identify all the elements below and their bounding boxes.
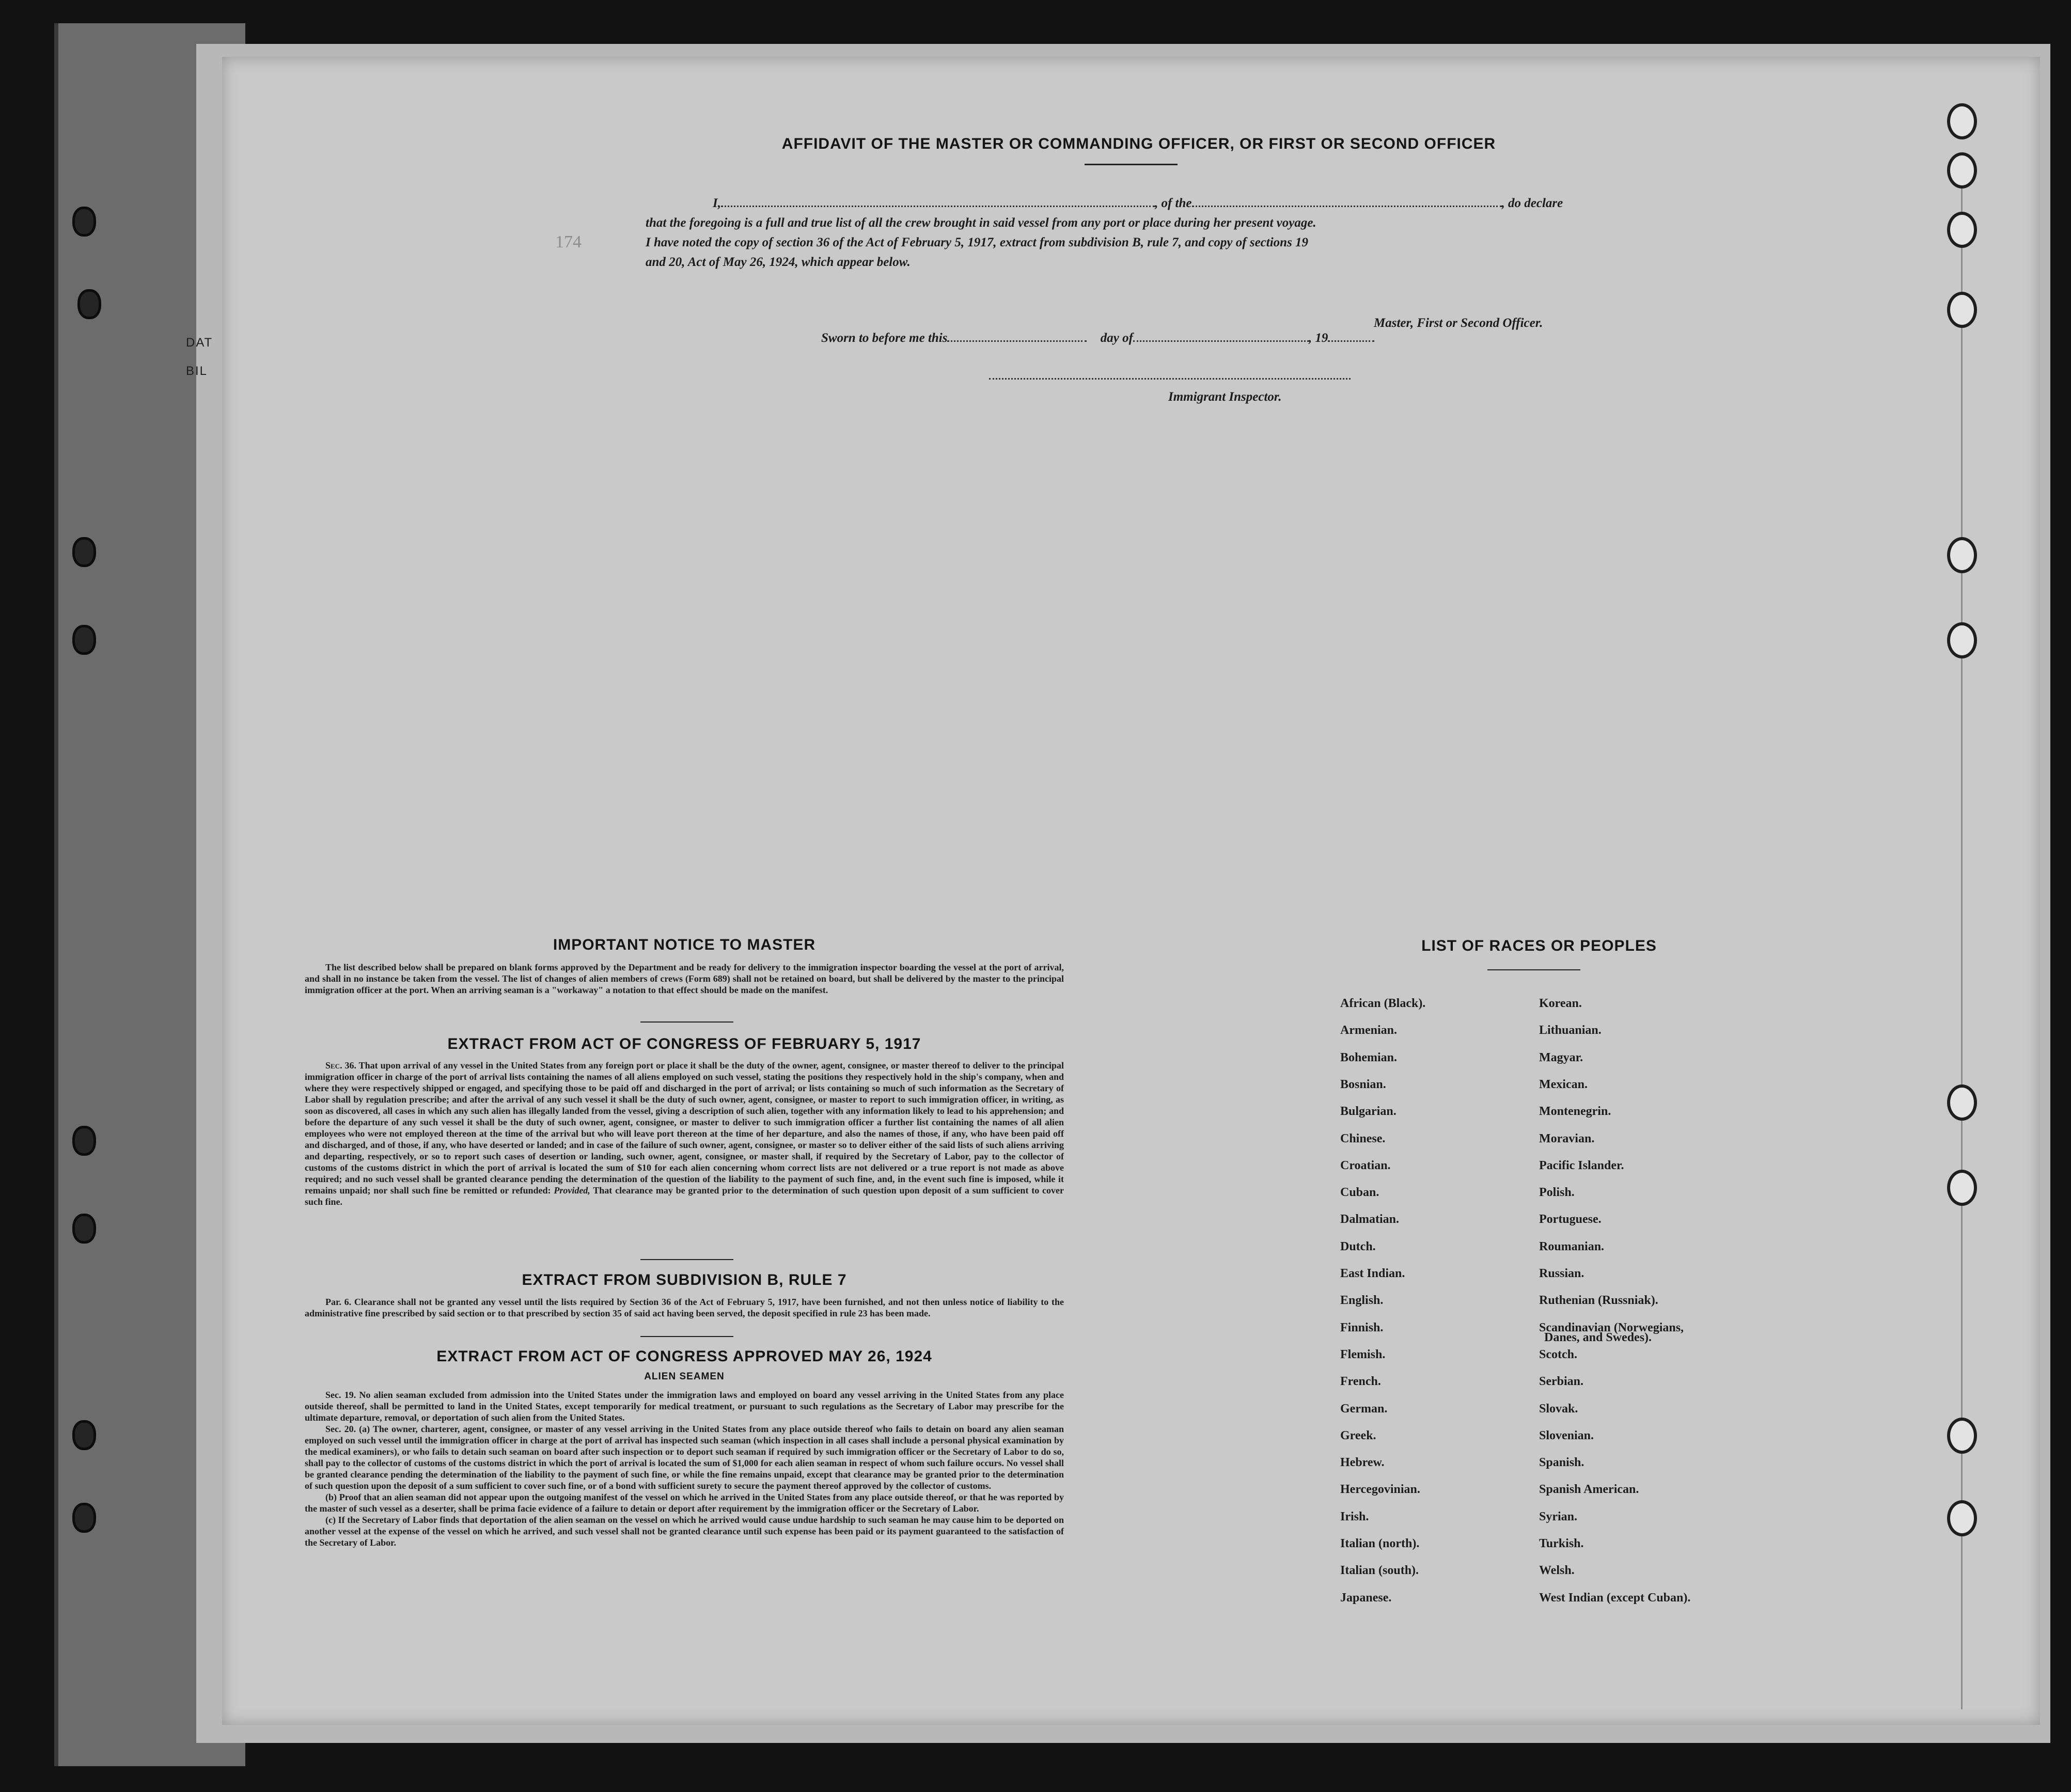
section-rule xyxy=(640,1259,733,1260)
race-item: Bohemian. xyxy=(1340,1051,1398,1064)
of-the-label: , of the xyxy=(1154,196,1192,210)
punch-hole xyxy=(1947,622,1977,658)
binder-clip xyxy=(72,625,96,655)
binder-clip xyxy=(72,537,96,567)
race-item: African (Black). xyxy=(1340,997,1426,1010)
alien-seamen-subtitle: ALIEN SEAMEN xyxy=(644,1371,725,1382)
race-item: Polish. xyxy=(1539,1186,1575,1199)
race-item: French. xyxy=(1340,1375,1381,1388)
sec20a-paragraph: Sec. 20. (a) The owner, charterer, agent, consignee, or master of any vessel arriving in the United States from any place outside thereof who fails to detain on board any alien seaman employed on such vessel until the immigration officer in charge at the port of arrival has inspected such seaman (which inspection in all cases shall include a personal physical examination by the medical examiners), or who fails to detain such seaman on board after such inspection or to deport such seaman if required by such immigration officer or the Secretary of Labor to do so, shall pay to the collector of customs of the customs district in which the port of arrival is located the sum of $1,000 for each alien seaman in respect of whom such failure occurs. No vessel shall be granted clearance pending the determination of the liability to the payment of such fine, or while the fine remains unpaid, except that clearance may be granted prior to the determination of such question upon the deposit of a sum sufficient to cover such fine, or of a bond with sufficient surety to secure the payment thereof approved by the collector of customs. xyxy=(305,1424,1064,1491)
title-rule xyxy=(1085,164,1178,165)
extract-1917-title: EXTRACT FROM ACT OF CONGRESS OF FEBRUARY 5, 1917 xyxy=(447,1035,921,1052)
race-item: Montenegrin. xyxy=(1539,1105,1611,1118)
race-item: Spanish. xyxy=(1539,1456,1584,1469)
i-label: I, xyxy=(713,196,721,210)
affidavit-line: that the foregoing is a full and true list of all the crew brought in said vessel from any port or place during her present voyage. xyxy=(646,216,1316,230)
race-item: Slovak. xyxy=(1539,1402,1578,1416)
sworn-label: Sworn to before me this xyxy=(821,331,948,345)
punch-hole xyxy=(1947,1170,1977,1206)
race-item: Syrian. xyxy=(1539,1510,1578,1523)
race-item: Spanish American. xyxy=(1539,1483,1639,1496)
affidavit-body xyxy=(646,194,1617,272)
race-item: Lithuanian. xyxy=(1539,1024,1602,1037)
race-item: Mexican. xyxy=(1539,1078,1588,1091)
binder-clip xyxy=(77,289,101,319)
section-label: Sec. 36. xyxy=(325,1060,357,1071)
punch-hole xyxy=(1947,292,1977,328)
affidavit-line: I have noted the copy of section 36 of the Act of February 5, 1917, extract from subdivision B, rule 7, and copy of sections 19 xyxy=(646,235,1309,249)
year-label: , 19 xyxy=(1308,331,1328,345)
punch-hole xyxy=(1947,537,1977,573)
day-of-label: day of xyxy=(1100,331,1133,345)
binder-clip xyxy=(72,1126,96,1156)
race-item: Scotch. xyxy=(1539,1348,1577,1361)
proviso-text: That clearance may be granted prior to the determination of such question upon deposit of a sum sufficient to cover such fine. xyxy=(305,1185,1064,1207)
inspector-label: Immigrant Inspector. xyxy=(1168,390,1282,404)
race-item: Italian (north). xyxy=(1340,1537,1420,1550)
extract-rule7-body xyxy=(305,1296,1064,1319)
race-item: Serbian. xyxy=(1539,1375,1584,1388)
races-title: LIST OF RACES OR PEOPLES xyxy=(1421,937,1657,954)
vessel-field[interactable] xyxy=(1192,194,1502,207)
punch-hole xyxy=(1947,1418,1977,1454)
page-right-margin xyxy=(1961,160,2035,1709)
binder-clip xyxy=(72,207,96,237)
margin-label: BIL xyxy=(186,364,208,378)
race-item: Dutch. xyxy=(1340,1240,1376,1253)
binder-edge xyxy=(54,23,58,1766)
punch-hole xyxy=(1947,103,1977,139)
race-item: Magyar. xyxy=(1539,1051,1583,1064)
punch-hole xyxy=(1947,152,1977,188)
race-item: Italian (south). xyxy=(1340,1564,1419,1577)
handwritten-number: 174 xyxy=(555,232,582,251)
margin-label: DAT xyxy=(186,336,213,350)
section-rule xyxy=(640,1021,733,1023)
race-item: Cuban. xyxy=(1340,1186,1379,1199)
rule7-paragraph: Par. 6. Clearance shall not be granted any vessel until the lists required by Section 36 of the Act of February 5, 1917, have been furnished, and not then unless notice of liability to the administrative fine prescribed by said section or to that prescribed by section 35 of said act having been served, the deposit specified in rule 23 has been made. xyxy=(305,1297,1064,1318)
races-rule xyxy=(1487,969,1580,970)
race-item: Roumanian. xyxy=(1539,1240,1605,1253)
month-field[interactable] xyxy=(1133,329,1309,342)
race-item: Finnish. xyxy=(1340,1321,1384,1334)
do-declare-label: , do declare xyxy=(1501,196,1563,210)
race-item: Greek. xyxy=(1340,1429,1376,1442)
master-signature-label: Master, First or Second Officer. xyxy=(1374,316,1543,330)
notice-body xyxy=(305,962,1064,996)
race-item: Hebrew. xyxy=(1340,1456,1385,1469)
race-item: Ruthenian (Russniak). xyxy=(1539,1294,1658,1307)
sec20c-paragraph: (c) If the Secretary of Labor finds that deportation of the alien seaman on the vessel on which he arrived would cause undue hardship to such seaman he may cause him to be deported on another vessel at the expense of the vessel on which he arrived, and such vessel shall not be granted clearance until such expense has been paid or its payment guaranteed to the satisfaction of the Secretary of Labor. xyxy=(305,1515,1064,1548)
race-item: German. xyxy=(1340,1402,1388,1416)
race-item: Croatian. xyxy=(1340,1159,1391,1172)
race-item: Welsh. xyxy=(1539,1564,1575,1577)
race-item: Portuguese. xyxy=(1539,1213,1602,1226)
race-item: Bulgarian. xyxy=(1340,1105,1397,1118)
binder-clip xyxy=(72,1503,96,1533)
sec19-paragraph: Sec. 19. No alien seaman excluded from admission into the United States under the immigration laws and employed on board any vessel arriving in the United States from any place outside thereof, shall be permitted to land in the United States, except temporarily for medical treatment, or pursuant to such regulations as the Secretary of Labor may prescribe for the ultimate departure, removal, or deportation of such alien from the United States. xyxy=(305,1390,1064,1423)
race-item: Scandinavian (Norwegians, xyxy=(1539,1321,1684,1334)
race-item: Hercegovinian. xyxy=(1340,1483,1420,1496)
notice-paragraph: The list described below shall be prepared on blank forms approved by the Department and be ready for delivery to the immigration inspector boarding the vessel at the port of arrival, and shall in no instance be taken from the vessel. The list of changes of alien members of crews (Form 689) shall not be retained on board, but shall be delivered by the master to the principal immigration officer at the port. When an arriving seaman is a "workaway" a notation to that effect should be made on the manifest. xyxy=(305,962,1064,995)
day-field[interactable] xyxy=(947,329,1087,342)
race-item: English. xyxy=(1340,1294,1384,1307)
extract-1917-body xyxy=(305,1060,1064,1207)
affidavit-title: AFFIDAVIT OF THE MASTER OR COMMANDING OFFICER, OR FIRST OR SECOND OFFICER xyxy=(781,135,1496,152)
extract-1924-body xyxy=(305,1389,1064,1548)
race-item: Moravian. xyxy=(1539,1132,1595,1145)
race-item: Irish. xyxy=(1340,1510,1369,1523)
race-item: East Indian. xyxy=(1340,1267,1405,1280)
punch-hole xyxy=(1947,212,1977,248)
race-item: Armenian. xyxy=(1340,1024,1397,1037)
race-item: Bosnian. xyxy=(1340,1078,1386,1091)
punch-hole xyxy=(1947,1500,1977,1536)
extract-rule7-title: EXTRACT FROM SUBDIVISION B, RULE 7 xyxy=(522,1271,847,1288)
binder-clip xyxy=(72,1420,96,1450)
race-item: Dalmatian. xyxy=(1340,1213,1399,1226)
race-item: Japanese. xyxy=(1340,1591,1392,1605)
inspector-signature-field[interactable] xyxy=(989,367,1351,380)
race-item: Flemish. xyxy=(1340,1348,1386,1361)
name-field[interactable] xyxy=(721,194,1155,207)
race-item-continuation: Danes, and Swedes). xyxy=(1544,1331,1652,1344)
race-item: Chinese. xyxy=(1340,1132,1386,1145)
sec20b-paragraph: (b) Proof that an alien seaman did not appear upon the outgoing manifest of the vessel on which he arrived in the United States from any place outside thereof, or that he was reported by the master of such vessel as a deserter, shall be prima facie evidence of a failure to detain or deport after requirement by the immigration officer or the Secretary of Labor. xyxy=(305,1492,1064,1514)
race-item: West Indian (except Cuban). xyxy=(1539,1591,1691,1605)
section-text: That upon arrival of any vessel in the United States from any foreign port or place it shall be the duty of the owner, agent, consignee, or master thereof to deliver to the principal immigration officer in charge of the port of arrival lists containing the names of all aliens employed on such vessel, stating the positions they respectively hold in the ship's company, when and where they were respectively shipped or engaged, and specifying those to be paid off and discharged in the port of arrival; or lists containing so much of such information as the Secretary of Labor shall by regulation prescribe; and after the arrival of any such vessel it shall be the duty of such owner, agent, consignee, or master to report to such immigration officer, in writing, as soon as discovered, all cases in which any such alien has illegally landed from the vessel, giving a description of such alien, together with any information likely to lead to his apprehension; and before the departure of any such vessel it shall be the duty of such owner, agent, consignee, or master to deliver to such immigration officer a further list containing the names of all alien employees who were not employed thereon at the time of the arrival but who will leave port thereon at the time of her departure, and also the names of those, if any, who have been paid off and discharged, and of those, if any, who have deserted or landed; and in case of the failure of such owner, agent, consignee, or master so to deliver either of the said lists of such aliens arriving and departing, respectively, or so to report such cases of desertion or landing, such owner, agent, consignee, or master shall, if required by the Secretary of Labor, pay to the collector of customs of the customs district in which the port of arrival is located the sum of $10 for each alien concerning whom correct lists are not delivered or a true report is not made as above required; and no such vessel shall be granted clearance pending the determination of the question of the liability to the payment of such fine, and, in the event such fine is imposed, while it remains unpaid; nor shall such fine be remitted or refunded: xyxy=(305,1060,1064,1196)
race-item: Turkish. xyxy=(1539,1537,1584,1550)
sworn-line xyxy=(821,329,1374,345)
binder-clip xyxy=(72,1214,96,1244)
proviso-label: Provided, xyxy=(554,1185,590,1196)
race-item: Slovenian. xyxy=(1539,1429,1594,1442)
section-rule xyxy=(640,1336,733,1337)
year-field[interactable] xyxy=(1328,329,1374,342)
notice-title: IMPORTANT NOTICE TO MASTER xyxy=(553,936,816,953)
race-item: Korean. xyxy=(1539,997,1582,1010)
extract-1924-title: EXTRACT FROM ACT OF CONGRESS APPROVED MAY 26, 1924 xyxy=(436,1348,932,1365)
affidavit-line: and 20, Act of May 26, 1924, which appear below. xyxy=(646,255,911,269)
punch-hole xyxy=(1947,1084,1977,1121)
race-item: Pacific Islander. xyxy=(1539,1159,1624,1172)
race-item: Russian. xyxy=(1539,1267,1584,1280)
